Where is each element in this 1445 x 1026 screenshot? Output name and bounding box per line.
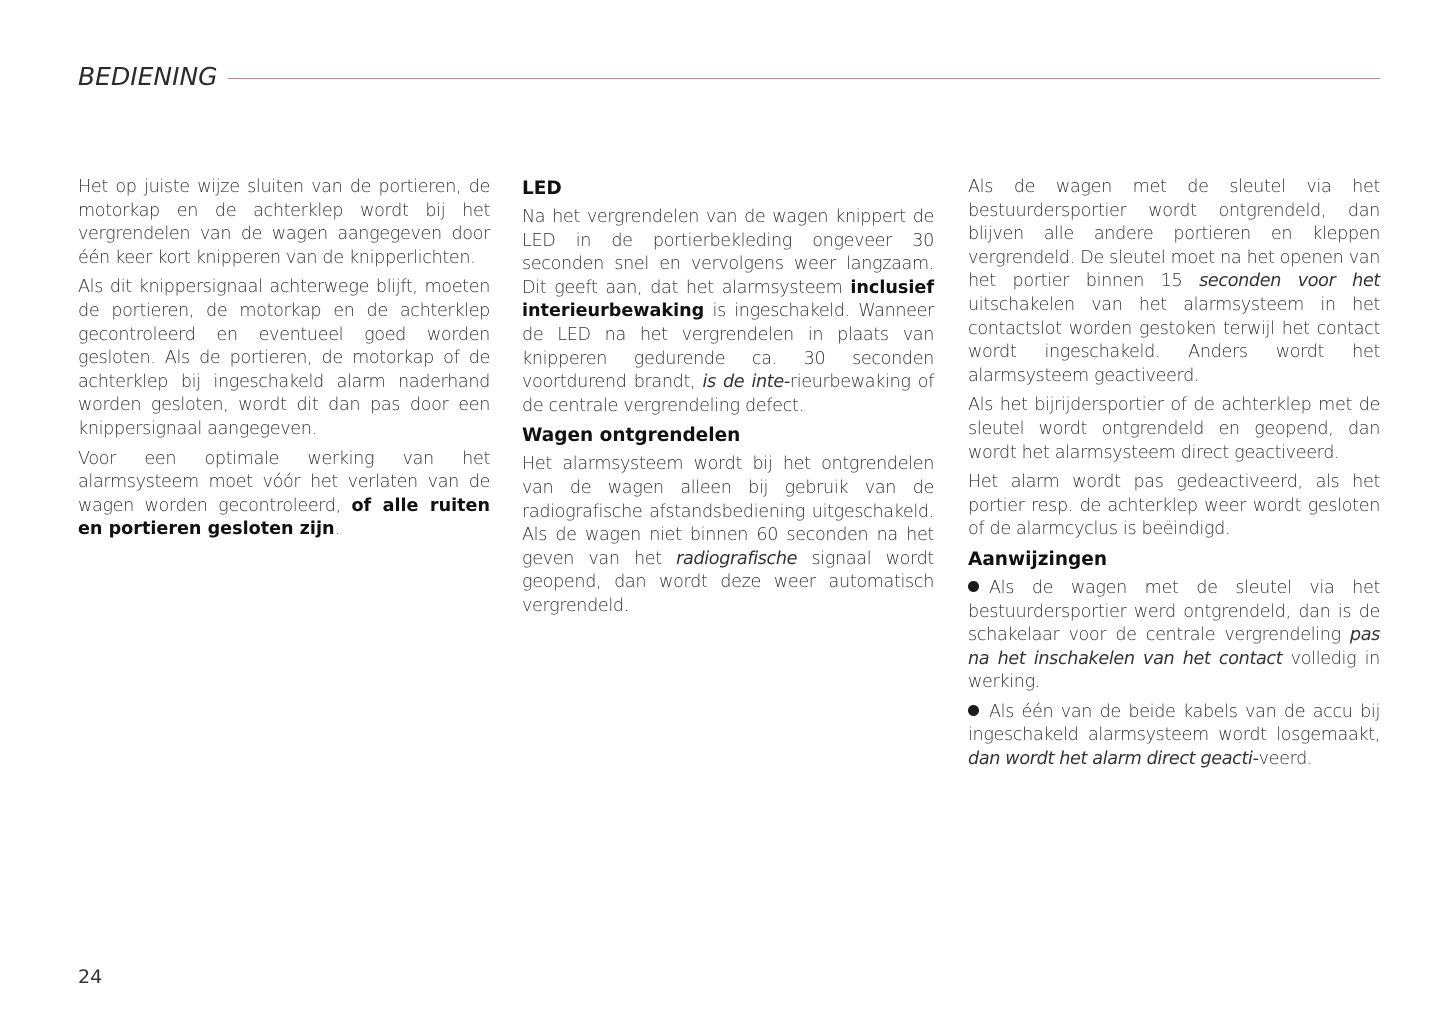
emphasis-italic: seconden voor het <box>1199 271 1380 292</box>
header-rule-divider <box>228 78 1380 79</box>
heading-led: LED <box>522 178 562 199</box>
page-number: 24 <box>78 966 103 988</box>
emphasis-italic: pas na het inschakelen van het contact <box>968 625 1380 669</box>
column-left <box>78 176 490 548</box>
bullet-item <box>968 701 1380 772</box>
emphasis-italic: is de inte- <box>702 372 790 393</box>
paragraph-text: Als de wagen met de sleutel via het bestuurdersportier werd ontgrendeld, dan is de schakelaar voor de centrale vergrendeling <box>968 577 1380 646</box>
heading-unlock-car: Wagen ontgrendelen <box>522 425 741 447</box>
paragraph-text: Het alarmsysteem wordt bij het ontgrendelen van de wagen alleen bij gebruik van de radiografische afstandsbediening uitgeschakeld. Als de wagen niet binnen 60 seconden na het geven van het <box>522 454 934 569</box>
paragraph-optimal-operation <box>78 448 490 542</box>
paragraph-text: is ingeschakeld. Wanneer de LED na het vergrendelen in plaats van knipperen gedurende ca. 30 seconden voortdurend brandt, <box>522 301 934 393</box>
paragraph-led <box>522 206 934 418</box>
paragraph-passenger-door: Als het bijrijdersportier of de achterklep met de sleutel wordt ontgrendeld en geopend, dan wordt het alarmsysteem direct geactiveerd. <box>968 395 1380 463</box>
bullet-item <box>968 577 1380 695</box>
column-middle <box>522 176 934 625</box>
paragraph-text: veerd. <box>1258 749 1313 770</box>
emphasis-italic: dan wordt het alarm direct geacti- <box>968 749 1259 770</box>
paragraph-text: volledig in werking. <box>968 648 1380 693</box>
page-header <box>78 58 1380 94</box>
paragraph-text: uitschakelen van het alarmsysteem in het contactslot worden gestoken terwijl het contact wordt ingeschakeld. Anders wordt het alarmsysteem geactiveerd. <box>968 294 1380 386</box>
bullet-icon <box>968 581 979 592</box>
column-right <box>968 176 1380 778</box>
paragraph-closing-signal: Het op juiste wijze sluiten van de portieren, de motorkap en de achterklep wordt bij het vergrendelen van de wagen aangegeven door één keer kort knipperen van de knipperlichten. <box>78 177 490 268</box>
paragraph-text: Voor een optimale werking van het alarmsysteem moet vóór het verlaten van de wagen worden gecontroleerd, <box>78 448 490 516</box>
paragraph-alarm-deactivation: Het alarm wordt pas gedeactiveerd, als het portier resp. de achterklep weer wordt gesloten of de alarmcyclus is beëindigd. <box>968 472 1380 540</box>
paragraph-text: rieurbewaking of de centrale vergrendeling defect. <box>522 372 934 416</box>
section-title: BEDIENING <box>78 61 218 91</box>
emphasis-italic: radiografische <box>676 548 798 569</box>
heading-notes: Aanwijzingen <box>968 548 1107 570</box>
paragraph-text: . <box>334 519 340 540</box>
paragraph-key-unlock <box>968 176 1380 388</box>
bullet-icon <box>968 705 979 716</box>
paragraph-text: signaal wordt geopend, dan wordt deze weer automatisch vergrendeld. <box>522 548 934 616</box>
paragraph-unlock-car <box>522 453 934 618</box>
paragraph-missing-signal: Als dit knippersignaal achterwege blijft, moeten de portieren, de motorkap en de achterklep gecontroleerd en eventueel goed worden gesloten. Als de portieren, de motorkap of de achterklep bij ingeschakeld alarm naderhand worden gesloten, wordt dit dan pas door een knippersignaal aangegeven. <box>78 277 490 439</box>
paragraph-text: Als de wagen met de sleutel via het bestuurdersportier wordt ontgrendeld, dan blijven alle andere portieren en kleppen vergrendeld. De sleutel moet na het openen van het portier binnen 15 <box>968 177 1380 292</box>
emphasis-bold: inclusief interieurbewaking <box>522 277 934 322</box>
paragraph-text: Na het vergrendelen van de wagen knippert de LED in de portierbekleding ongeveer 30 seconden snel en vervolgens weer langzaam. Dit geeft aan, dat het alarmsysteem <box>522 207 934 298</box>
paragraph-text: Als één van de beide kabels van de accu bij ingeschakeld alarmsysteem wordt losgemaakt, <box>968 701 1380 746</box>
emphasis-bold: of alle ruiten en portieren gesloten zijn <box>78 495 490 540</box>
